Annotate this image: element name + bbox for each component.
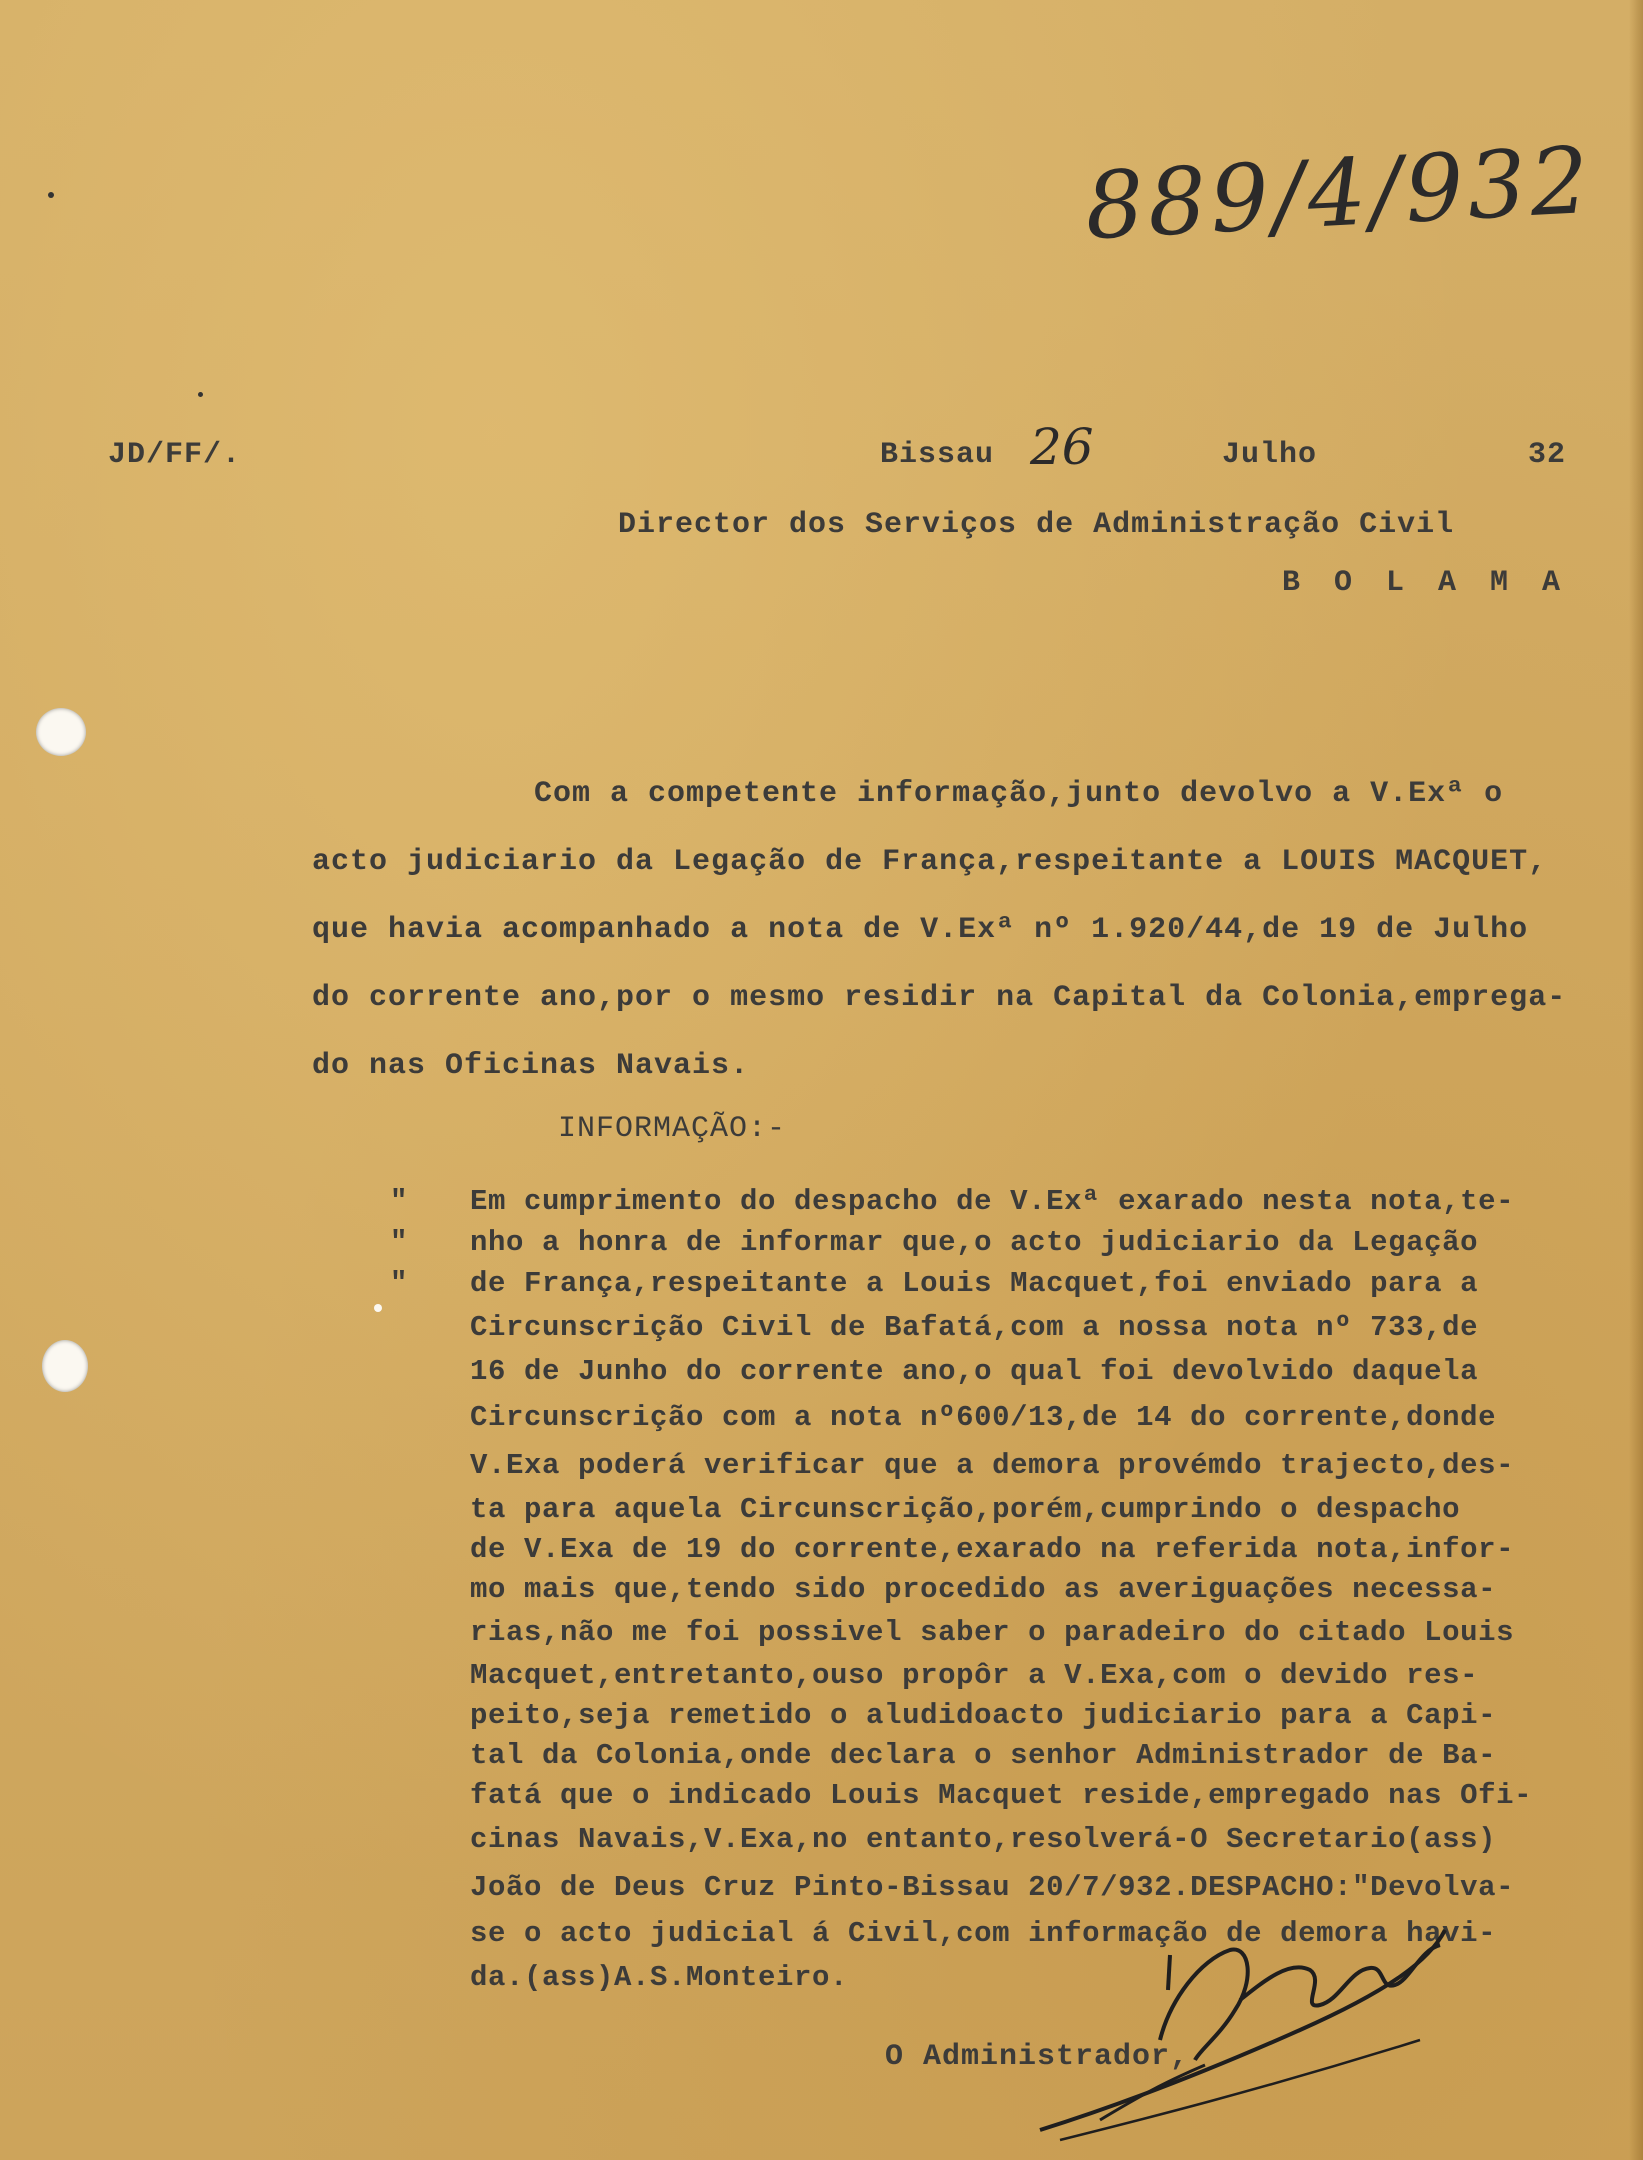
closing-line: O Administrador, (885, 2040, 1190, 2074)
info-line-text: Circunscrição com a nota nº600/13,de 14 do corrente,donde (470, 1401, 1497, 1434)
info-line-text: Circunscrição Civil de Bafatá,com a nossa nota nº 733,de (470, 1311, 1479, 1344)
date-day-handwritten: 26 (1030, 418, 1094, 476)
info-line-text: fatá que o indicado Louis Macquet reside,empregado nas Ofi- (470, 1779, 1533, 1812)
quote-mark: " (390, 1185, 409, 1218)
info-line-text: 16 de Junho do corrente ano,o qual foi devolvido daquela (470, 1355, 1479, 1388)
info-line-text: se o acto judicial á Civil,com informação de demora havi- (470, 1917, 1497, 1950)
info-line (420, 1306, 1532, 1350)
info-line (390, 1224, 1532, 1262)
info-line-text: rias,não me foi possivel saber o paradeiro do citado Louis (470, 1616, 1515, 1649)
info-line (420, 1656, 1532, 1696)
info-line (390, 1262, 1532, 1306)
info-line-text: mo mais que,tendo sido procedido as averiguações necessa- (470, 1573, 1497, 1606)
info-line (420, 1394, 1532, 1442)
archive-reference-handwritten: 889/4/932 (1082, 126, 1596, 261)
info-line-text: de França,respeitante a Louis Macquet,foi enviado para a (470, 1267, 1479, 1300)
info-line-text: João de Deus Cruz Pinto-Bissau 20/7/932.DESPACHO:"Devolva- (470, 1871, 1515, 1904)
info-line-text: da.(ass)A.S.Monteiro. (470, 1961, 849, 1994)
body-paragraph (312, 760, 1632, 1100)
recipient-location: B O L A M A (1282, 566, 1569, 600)
info-line (390, 1180, 1532, 1224)
info-line-text: de V.Exa de 19 do corrente,exarado na referida nota,infor- (470, 1533, 1515, 1566)
info-line (420, 1696, 1532, 1736)
paper-speck (48, 192, 54, 198)
reference-code: JD/FF/. (108, 438, 242, 472)
date-year: 32 (1528, 438, 1567, 472)
body-line: do nas Oficinas Navais. (312, 1049, 750, 1083)
body-line: Com a competente informação,junto devolvo a V.Exª o (534, 777, 1504, 811)
paper-speck (374, 1304, 382, 1312)
body-line: do corrente ano,por o mesmo residir na Capital da Colonia,emprega- (312, 981, 1567, 1015)
info-line (420, 1736, 1532, 1776)
info-line-text: ta para aquela Circunscrição,porém,cumprindo o despacho (470, 1493, 1461, 1526)
punch-hole-top (36, 708, 86, 756)
info-line (420, 1776, 1532, 1816)
signature-scribble (1000, 1890, 1480, 2150)
info-line (420, 1610, 1532, 1656)
info-block (390, 1180, 1533, 2000)
info-line-text: V.Exa poderá verificar que a demora provémdo trajecto,des- (470, 1449, 1515, 1482)
body-line: que havia acompanhado a nota de V.Exª nº 1.920/44,de 19 de Julho (312, 913, 1529, 947)
info-line-text: peito,seja remetido o aludidoacto judiciario para a Capi- (470, 1699, 1497, 1732)
recipient-title: Director dos Serviços de Administração Civil (618, 508, 1455, 542)
date-place: Bissau (880, 438, 995, 472)
body-line: acto judiciario da Legação de França,respeitante a LOUIS MACQUET, (312, 845, 1548, 879)
info-line-text: cinas Navais,V.Exa,no entanto,resolverá-O Secretario(ass) (470, 1823, 1497, 1856)
date-month: Julho (1222, 438, 1318, 472)
quote-mark: " (390, 1226, 409, 1259)
info-line (420, 1530, 1532, 1570)
info-line (420, 1570, 1532, 1610)
info-line (420, 1816, 1532, 1864)
info-line (420, 1442, 1532, 1490)
info-heading: INFORMAÇÃO:- (558, 1112, 787, 1146)
info-line-text: Macquet,entretanto,ouso propôr a V.Exa,com o devido res- (470, 1659, 1479, 1692)
quote-mark: " (390, 1267, 409, 1300)
info-line-text: Em cumprimento do despacho de V.Exª exarado nesta nota,te- (470, 1185, 1515, 1218)
paper-speck (198, 392, 203, 397)
punch-hole-bottom (42, 1340, 88, 1392)
info-line-text: tal da Colonia,onde declara o senhor Administrador de Ba- (470, 1739, 1497, 1772)
info-line-text: nho a honra de informar que,o acto judiciario da Legação (470, 1226, 1479, 1259)
info-line (420, 1490, 1532, 1530)
info-line (420, 1350, 1532, 1394)
